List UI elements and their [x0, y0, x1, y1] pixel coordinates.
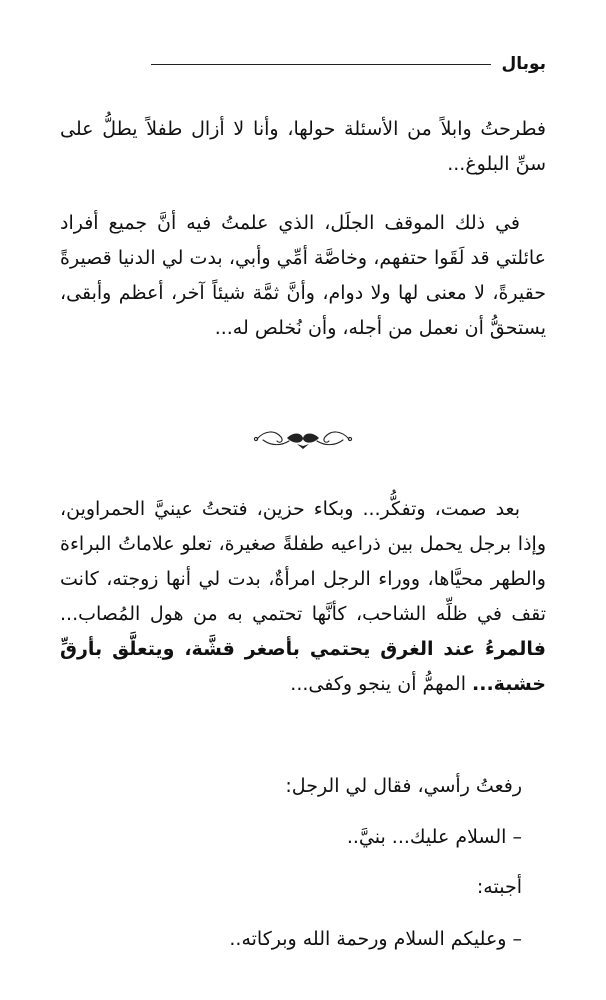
paragraph-2: في ذلك الموقف الجلَل، الذي علمتُ فيه أنَّ جميع أفراد عائلتي قد لَقَوا حتفهم، وخاصَّة أمِّي وأبي، بدت لي الدنيا قصيرةً حقيرةً، لا معنى لها ولا دوام، وأنَّ ثمَّة شيئاً آخر، أعظم وأبقى، يستحقُّ أن نعمل من أجله، وأن نُخلص له... [60, 212, 546, 339]
dialogue-line-4: – وعليكم السلام ورحمة الله وبركاته.. [229, 928, 522, 950]
floral-divider-icon [253, 424, 353, 454]
running-header-title: بوبال [501, 54, 546, 74]
running-header [60, 52, 546, 76]
paragraph-1: فطرحتُ وابلاً من الأسئلة حولها، وأنا لا أزال طفلاً يطلُّ على سنِّ البلوغ... [60, 118, 546, 175]
header-rule [151, 64, 491, 65]
dialogue-line-2: – السلام عليك... بنيَّ.. [346, 826, 522, 848]
paragraph-3-bold-text: فالمرءُ عند الغرق يحتمي بأصغر قشَّة، ويتعلَّق بأرقِّ خشبة... [60, 638, 546, 695]
paragraph-3 [60, 492, 546, 702]
paragraph-3-text: بعد صمت، وتفكُّر... وبكاء حزين، فتحتُ عينيَّ الحمراوين، وإذا برجل يحمل بين ذراعيه طفلةً صغيرة، تعلو علاماتُ البراءة والطهر محيَّاها، ووراء الرجل امرأةٌ، بدت لي أنها زوجته، كانت تقف في ظلِّه الشاحب، كأنَّها تحتمي به من هول المُصاب... [60, 498, 546, 625]
dialogue-line-3: أجبته: [476, 876, 522, 898]
dialogue-line-1: رفعتُ رأسي، فقال لي الرجل: [285, 775, 522, 797]
paragraph-3-ending: المهمُّ أن ينجو وكفى... [290, 673, 473, 695]
